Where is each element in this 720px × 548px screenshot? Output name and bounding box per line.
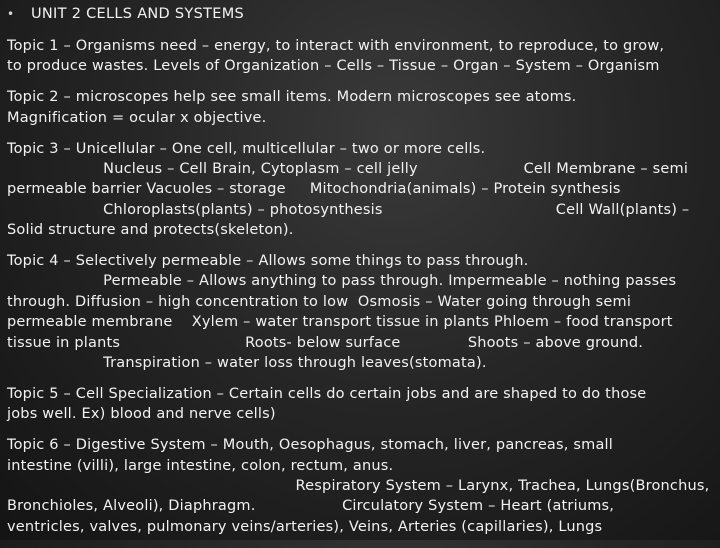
slide-title-row [7,6,244,22]
topic-line: through. Diffusion – high concentration to low Osmosis – Water going through semi [7,293,632,310]
topic-line: Permeable – Allows anything to pass through. Impermeable – nothing passes [7,273,677,290]
topic-line: Chloroplasts(plants) – photosynthesis Cell Wall(plants) – [7,201,690,218]
topic-line: Nucleus – Cell Brain, Cytoplasm – cell jelly Cell Membrane – semi [7,160,689,177]
topic-line: Bronchioles, Alveoli), Diaphragm. Circulatory System – Heart (atriums, [7,498,615,515]
topic-paragraph-6 [7,435,713,537]
bullet-icon: • [7,7,15,21]
topic-paragraph-3 [7,139,713,241]
topic-line: jobs well. Ex) blood and nerve cells) [7,406,276,423]
topic-line: Topic 3 – Unicellular – One cell, multicellular – two or more cells. [7,140,486,157]
topic-paragraph-5 [7,384,713,425]
topic-line: to produce wastes. Levels of Organization – Cells – Tissue – Organ – System – Organism [7,58,660,75]
topic-paragraph-1 [7,36,713,77]
topic-line: permeable barrier Vacuoles – storage Mitochondria(animals) – Protein synthesis [7,181,621,198]
topic-line: Topic 6 – Digestive System – Mouth, Oesophagus, stomach, liver, pancreas, small [7,437,614,454]
topic-paragraph-2 [7,87,713,128]
topic-line: ventricles, valves, pulmonary veins/arteries), Veins, Arteries (capillaries), Lungs [7,518,603,535]
slide-body [7,36,713,548]
topic-line: Topic 5 – Cell Specialization – Certain cells do certain jobs and are shaped to do those [7,385,647,402]
topic-line: Transpiration – water loss through leaves(stomata). [7,354,487,371]
topic-line: Topic 1 – Organisms need – energy, to interact with environment, to reproduce, to grow, [7,38,665,54]
topic-paragraph-4 [7,251,713,373]
topic-line: intestine (villi), large intestine, colon, rectum, anus. [7,457,394,474]
slide-title: UNIT 2 CELLS AND SYSTEMS [31,6,245,22]
topic-line: Solid structure and protects(skeleton). [7,222,294,239]
topic-line: Respiratory System – Larynx, Trachea, Lungs(Bronchus, [7,477,710,494]
topic-line: Topic 2 – microscopes help see small items. Modern microscopes see atoms. [7,89,577,106]
topic-line: permeable membrane Xylem – water transport tissue in plants Phloem – food transport [7,314,673,331]
topic-line: Magnification = ocular x objective. [7,109,267,126]
topic-line: Topic 4 – Selectively permeable – Allows some things to pass through. [7,253,529,270]
topic-line: tissue in plants Roots- below surface Shoots – above ground. [7,334,644,351]
